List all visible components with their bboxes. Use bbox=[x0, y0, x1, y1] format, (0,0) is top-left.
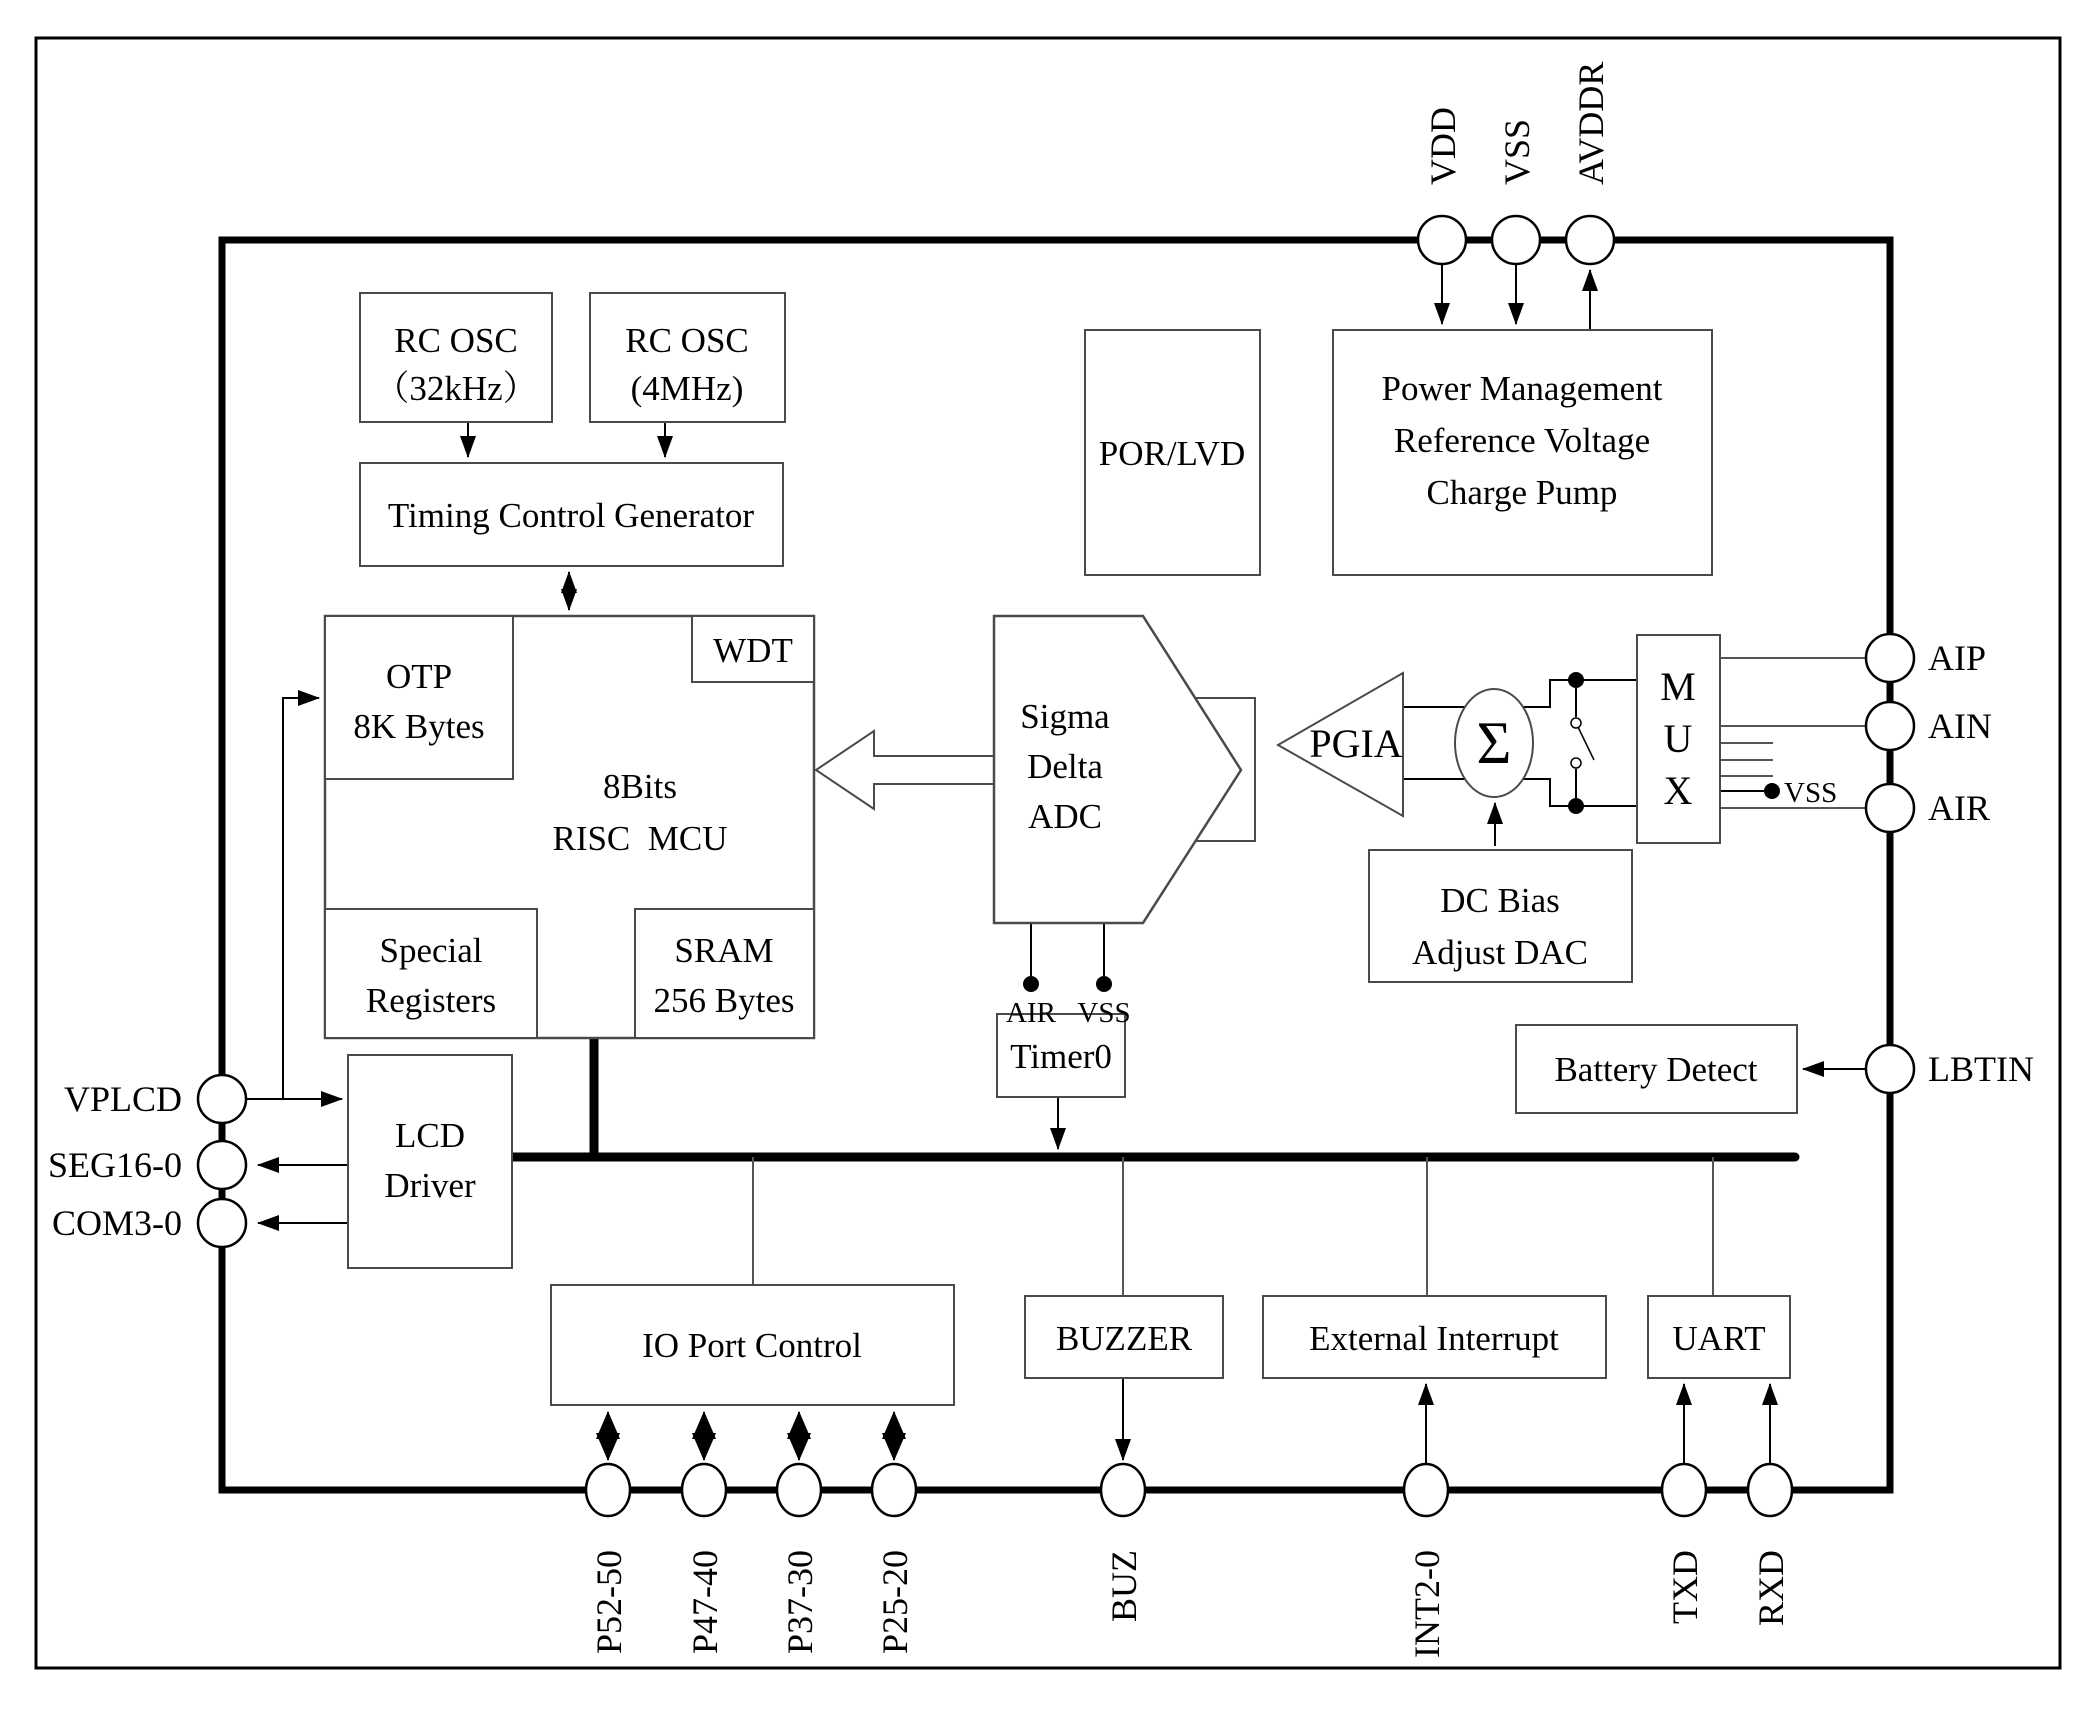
pin-air bbox=[1866, 784, 1914, 832]
battery-detect-label: Battery Detect bbox=[1554, 1050, 1758, 1089]
sigma-delta-adc-label-2: Delta bbox=[1027, 747, 1103, 786]
pin-label-avddr: AVDDR bbox=[1571, 61, 1611, 185]
mcu-label-1: 8Bits bbox=[603, 767, 677, 806]
pin-txd bbox=[1662, 1464, 1706, 1516]
block-uart bbox=[1648, 1296, 1790, 1378]
block-battery-detect bbox=[1516, 1025, 1797, 1113]
mux-label-3: X bbox=[1663, 768, 1693, 813]
pin-int2-0 bbox=[1404, 1464, 1448, 1516]
rc-osc-4m-label-1: RC OSC bbox=[625, 321, 749, 360]
switch-blade bbox=[1578, 727, 1594, 760]
pin-aip bbox=[1866, 634, 1914, 682]
power-management-label-2: Reference Voltage bbox=[1393, 421, 1651, 460]
block-buzzer bbox=[1025, 1296, 1223, 1378]
mux-label-1: M bbox=[1660, 664, 1696, 709]
switch-contact-bottom bbox=[1571, 758, 1581, 768]
pin-seg bbox=[198, 1141, 246, 1189]
sigma-delta-adc-label-3: ADC bbox=[1028, 797, 1102, 836]
pin-label-p37-30: P37-30 bbox=[780, 1550, 820, 1655]
sum-label: Σ bbox=[1476, 710, 1512, 776]
pin-vss bbox=[1492, 216, 1540, 264]
block-rc-osc-32k bbox=[360, 293, 552, 422]
pin-label-buz: BUZ bbox=[1104, 1550, 1144, 1622]
rc-osc-4m-label-2: (4MHz) bbox=[630, 369, 744, 408]
lcd-driver-label-2: Driver bbox=[384, 1166, 476, 1205]
block-power-management bbox=[1333, 330, 1712, 575]
pgia-label: PGIA bbox=[1309, 721, 1403, 766]
adc-vss-dot bbox=[1096, 976, 1112, 992]
pin-label-aip: AIP bbox=[1928, 638, 1987, 678]
otp-label-1: OTP bbox=[385, 657, 453, 696]
switch-contact-top bbox=[1571, 718, 1581, 728]
por-lvd-label: POR/LVD bbox=[1098, 434, 1246, 473]
block-external-interrupt bbox=[1263, 1296, 1606, 1378]
rc-osc-32k-label-1: RC OSC bbox=[394, 321, 518, 360]
pin-vdd bbox=[1418, 216, 1466, 264]
special-registers-label-2: Registers bbox=[365, 981, 497, 1020]
sram-label-2: 256 Bytes bbox=[653, 981, 795, 1020]
pin-p25-20 bbox=[872, 1464, 916, 1516]
sram-label-1: SRAM bbox=[674, 931, 774, 970]
adc-to-mcu-hollow-arrow bbox=[816, 731, 994, 809]
buzzer-label: BUZZER bbox=[1055, 1319, 1193, 1358]
lcd-driver-label-1: LCD bbox=[395, 1116, 465, 1155]
switch-top-dot bbox=[1568, 672, 1584, 688]
pin-label-vdd: VDD bbox=[1423, 107, 1463, 185]
pin-rxd bbox=[1748, 1464, 1792, 1516]
block-timing-control bbox=[360, 463, 783, 566]
block-sigma-delta-adc bbox=[994, 616, 1241, 923]
pin-label-lbtin: LBTIN bbox=[1928, 1049, 2034, 1089]
pin-label-com: COM3-0 bbox=[51, 1203, 182, 1243]
pin-com bbox=[198, 1199, 246, 1247]
timing-control-label: Timing Control Generator bbox=[387, 496, 755, 535]
timer0-label: Timer0 bbox=[1010, 1037, 1112, 1076]
pin-vplcd bbox=[198, 1075, 246, 1123]
block-mcu bbox=[325, 616, 814, 1038]
power-management-label-1: Power Management bbox=[1381, 369, 1663, 408]
otp-label-2: 8K Bytes bbox=[353, 707, 485, 746]
pin-label-p25-20: P25-20 bbox=[875, 1550, 915, 1655]
external-interrupt-label: External Interrupt bbox=[1309, 1319, 1559, 1358]
pin-label-p52-50: P52-50 bbox=[589, 1550, 629, 1655]
switch-bottom-dot bbox=[1568, 798, 1584, 814]
mux-vss-label: VSS bbox=[1784, 777, 1838, 809]
dc-bias-dac-label-2: Adjust DAC bbox=[1412, 933, 1588, 972]
dc-bias-dac-label-1: DC Bias bbox=[1440, 881, 1560, 920]
pin-label-seg: SEG16-0 bbox=[48, 1145, 182, 1185]
block-summing-node bbox=[1455, 689, 1533, 797]
adc-air-dot bbox=[1023, 976, 1039, 992]
special-registers-label-1: Special bbox=[379, 931, 483, 970]
pin-label-p47-40: P47-40 bbox=[685, 1550, 725, 1655]
uart-label: UART bbox=[1672, 1319, 1766, 1358]
pin-label-rxd: RXD bbox=[1751, 1550, 1791, 1627]
pin-label-int2-0: INT2-0 bbox=[1407, 1550, 1447, 1658]
wdt-label: WDT bbox=[713, 631, 793, 670]
mux-vss-dot bbox=[1764, 783, 1780, 799]
block-por-lvd bbox=[1085, 330, 1260, 575]
block-rc-osc-4m bbox=[590, 293, 785, 422]
lcd-driver-box bbox=[348, 1055, 512, 1268]
vplcd-to-otp-arrow bbox=[283, 698, 319, 1099]
mux-label-2: U bbox=[1663, 716, 1693, 761]
rc-osc-32k-label-2: （32kHz） bbox=[374, 369, 538, 408]
chopper-switch bbox=[1568, 672, 1594, 814]
block-lcd-driver bbox=[348, 1055, 512, 1268]
pin-ain bbox=[1866, 702, 1914, 750]
block-mux bbox=[1637, 635, 1720, 843]
otp-box bbox=[325, 616, 513, 779]
pin-p37-30 bbox=[777, 1464, 821, 1516]
pin-label-ain: AIN bbox=[1928, 706, 1992, 746]
pin-label-vplcd: VPLCD bbox=[63, 1079, 182, 1119]
sigma-delta-adc-label-1: Sigma bbox=[1020, 697, 1110, 736]
pin-buz bbox=[1101, 1464, 1145, 1516]
adc-air-label: AIR bbox=[1006, 997, 1056, 1029]
mcu-label-2: RISC MCU bbox=[552, 819, 728, 858]
block-dc-bias-dac bbox=[1369, 850, 1632, 982]
pin-lbtin bbox=[1866, 1045, 1914, 1093]
pin-label-txd: TXD bbox=[1665, 1550, 1705, 1624]
io-port-control-label: IO Port Control bbox=[642, 1326, 862, 1365]
block-io-port-control bbox=[551, 1285, 954, 1405]
pin-p47-40 bbox=[682, 1464, 726, 1516]
pin-label-air: AIR bbox=[1928, 788, 1990, 828]
pin-p52-50 bbox=[586, 1464, 630, 1516]
power-management-label-3: Charge Pump bbox=[1426, 473, 1618, 512]
adc-vss-label: VSS bbox=[1077, 997, 1131, 1029]
pin-label-vss: VSS bbox=[1497, 118, 1537, 185]
pin-avddr bbox=[1566, 216, 1614, 264]
block-pgia bbox=[1278, 673, 1403, 816]
